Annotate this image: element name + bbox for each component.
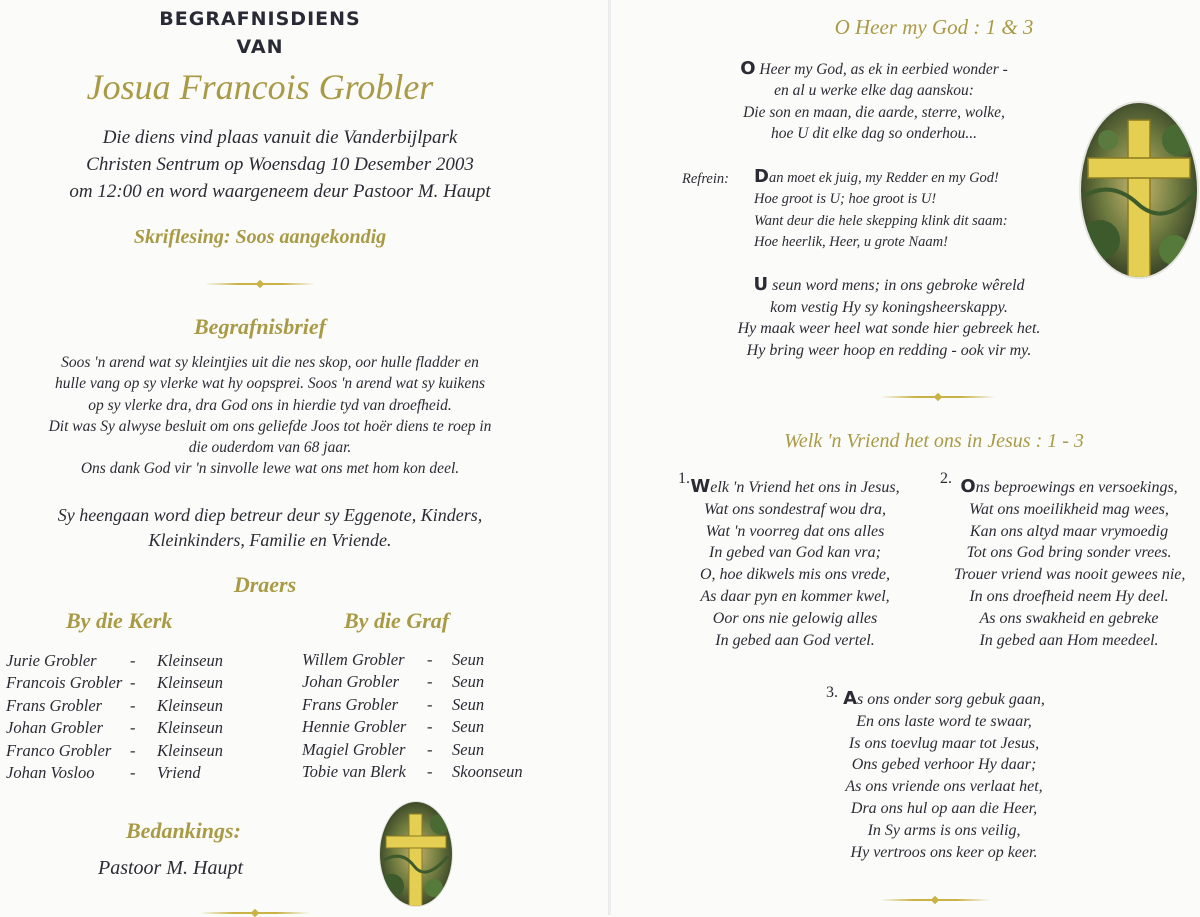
- ornament-divider: [200, 910, 310, 916]
- hymn1-title: O Heer my God : 1 & 3: [834, 15, 1034, 39]
- bearer-name: Johan Grobler: [6, 718, 104, 738]
- hymn-line: an moet ek juig, my Redder en my God!: [768, 170, 999, 186]
- bearer-dash: -: [130, 763, 136, 782]
- reading-heading: Skriflesing: Soos aangekondig: [133, 226, 387, 248]
- mourned-line: Sy heengaan word diep betreur deur sy Eggenote, Kinders,: [57, 505, 483, 525]
- bearer-relation: Kleinseun: [157, 740, 223, 760]
- ornament-divider: [880, 897, 990, 903]
- letter-line: Dit was Sy alwyse besluit om ons geliefde Joos tot hoër diens te roep in: [48, 417, 492, 435]
- ornament-divider: [205, 281, 315, 287]
- hymn-line: Is ons toevlug maar tot Jesus,: [848, 734, 1040, 752]
- bearer-name: Willem Grobler: [302, 650, 405, 669]
- cross-image: [378, 800, 454, 908]
- hymn-line: Wat ons moeilikheid mag wees,: [969, 500, 1169, 518]
- church-title: By die Kerk: [66, 608, 173, 633]
- letter-line: Ons dank God vir 'n sinvolle lewe wat ons met hom kon deel.: [80, 460, 460, 478]
- hymn-line: Hy vertroos ons keer op keer.: [850, 843, 1038, 861]
- hymn-line: Trouer vriend was nooit gewees nie,: [954, 566, 1186, 584]
- mourned-line: Kleinkinders, Familie en Vriende.: [148, 530, 392, 550]
- header-line-2: VAN: [236, 36, 284, 58]
- hymn2-verse3: [836, 688, 1052, 863]
- refrain-label: Refrein:: [682, 171, 729, 187]
- thanks-name: Pastoor M. Haupt: [98, 857, 243, 879]
- bearer-relation: Kleinseun: [157, 695, 223, 715]
- bearer-name: Jurie Grobler: [6, 651, 97, 670]
- drop-cap: W: [690, 476, 711, 497]
- hymn-line: Hy bring weer hoop en redding - ook vir my.: [746, 341, 1032, 359]
- hymn-line: As ons swakheid en gebreke: [979, 609, 1159, 627]
- right-page: [614, 0, 1200, 915]
- hymn-line: As ons vriende ons verlaat het,: [845, 778, 1043, 796]
- drop-cap: A: [843, 688, 858, 709]
- bearer-name: Franco Grobler: [6, 740, 112, 760]
- letter-line: die ouderdom van 68 jaar.: [188, 439, 352, 457]
- refrain: [754, 166, 1008, 253]
- hymn-line: Hoe groot is U; hoe groot is U!: [754, 191, 937, 208]
- hymn-line: hoe U dit elke dag so onderhou...: [771, 124, 977, 142]
- bearer-relation: Kleinseun: [157, 651, 223, 670]
- service-info: [20, 124, 540, 205]
- bearer-dash: -: [130, 673, 136, 693]
- bearer-dash: -: [130, 718, 136, 738]
- bearer-relation: Seun: [452, 650, 485, 669]
- bearers-title: Draers: [233, 572, 297, 597]
- bearer-name: Johan Grobler: [302, 672, 400, 692]
- hymn-line: Die son en maan, die aarde, sterre, wolke,: [743, 103, 1005, 121]
- bearer-dash: -: [427, 739, 433, 759]
- drop-cap: D: [754, 166, 769, 187]
- bearer-dash: -: [427, 694, 433, 714]
- hymn-line: In gebed aan Hom meedeel.: [979, 631, 1159, 649]
- hymn2-verse1: [690, 476, 900, 651]
- bearer-relation: Seun: [452, 694, 485, 714]
- hymn-line: Dra ons hul op aan die Heer,: [850, 799, 1038, 817]
- hymn-line: Ons gebed verhoor Hy daar;: [851, 756, 1037, 774]
- bearer-dash: -: [427, 650, 433, 669]
- bearer-relation: Seun: [452, 739, 485, 759]
- hymn-line: seun word mens; in ons gebroke wêreld: [768, 277, 1025, 294]
- mourned-text: [10, 503, 530, 553]
- hymn-line: As daar pyn en kommer kwel,: [700, 587, 890, 605]
- bearer-relation: Skoonseun: [452, 762, 523, 781]
- ornament-divider: [880, 394, 996, 400]
- service-line: om 12:00 en word waargeneem deur Pastoor M. Haupt: [69, 181, 491, 202]
- drop-cap: O: [960, 476, 976, 497]
- hymn-line: Wat 'n voorreg dat ons alles: [705, 522, 885, 540]
- bearer-relation: Vriend: [157, 763, 201, 782]
- hymn-line: In gebed van God kan vra;: [709, 544, 881, 562]
- letter-title: Begrafnisbrief: [194, 314, 326, 339]
- header-line-1: BEGRAFNISDIENS: [159, 8, 361, 30]
- hymn-line: En ons laste word te swaar,: [856, 712, 1032, 730]
- bearer-relation: Seun: [452, 717, 485, 737]
- drop-cap: O: [740, 58, 756, 79]
- hymn-line: en al u werke elke dag aanskou:: [774, 82, 974, 100]
- hymn2-title: Welk 'n Vriend het ons in Jesus : 1 - 3: [784, 430, 1084, 452]
- bearer-dash: -: [427, 672, 433, 692]
- hymn-line: kom vestig Hy sy koningsheerskappy.: [770, 298, 1008, 316]
- service-line: Christen Sentrum op Woensdag 10 Desember 2003: [86, 154, 474, 175]
- verse-number: 3.: [826, 684, 838, 701]
- bearer-relation: Kleinseun: [157, 718, 223, 738]
- hymn-line: O, hoe dikwels mis ons vrede,: [699, 566, 891, 584]
- bearer-name: Johan Vosloo: [6, 763, 95, 782]
- bearer-dash: -: [130, 695, 136, 715]
- cross-image: [1078, 100, 1200, 280]
- hymn-line: Kan ons altyd maar vrymoedig: [969, 522, 1169, 540]
- hymn-line: In gebed aan God vertel.: [715, 631, 875, 649]
- letter-line: op sy vlerke dra, dra God ons in hierdie tyd van droefheid.: [88, 396, 452, 414]
- drop-cap: U: [753, 274, 769, 295]
- hymn2-verse2: [954, 476, 1184, 651]
- deceased-name: Josua Francois Grobler: [86, 67, 434, 107]
- service-line: Die diens vind plaas vanuit die Vanderbijlpark: [102, 127, 458, 148]
- bearer-relation: Seun: [452, 672, 485, 692]
- hymn-line: Oor ons nie gelowig alles: [712, 609, 878, 627]
- page-fold: [608, 0, 611, 915]
- letter-line: hulle vang op sy vlerke wat hy oopsprei. Soos 'n arend wat sy kuikens: [54, 375, 486, 393]
- hymn-line: Hoe heerlik, Heer, u grote Naam!: [754, 233, 948, 250]
- bearer-name: Frans Grobler: [302, 694, 399, 714]
- bearer-name: Tobie van Blerk: [302, 762, 406, 781]
- hymn-line: Want deur die hele skepping klink dit saam:: [754, 212, 1008, 229]
- hymn-line: In ons droefheid neem Hy deel.: [969, 587, 1169, 605]
- bearer-dash: -: [427, 762, 433, 781]
- verse-number: 2.: [940, 470, 952, 487]
- bearer-dash: -: [130, 740, 136, 760]
- bearer-relation: Kleinseun: [157, 673, 223, 693]
- bearer-dash: -: [130, 651, 136, 670]
- bearer-name: Hennie Grobler: [302, 717, 407, 737]
- hymn-line: s ons onder sorg gebuk gaan,: [857, 691, 1045, 708]
- letter-line: Soos 'n arend wat sy kleintjies uit die nes skop, oor hulle fladder en: [61, 354, 479, 371]
- bearer-name: Magiel Grobler: [302, 739, 406, 759]
- hymn-line: Wat ons sondestraf wou dra,: [703, 500, 887, 518]
- bearer-name: Francois Grobler: [6, 673, 123, 693]
- hymn-line: In Sy arms is ons veilig,: [867, 821, 1021, 839]
- hymn-line: Tot ons God bring sonder vrees.: [966, 544, 1172, 562]
- hymn-line: Hy maak weer heel wat sonde hier gebreek het.: [737, 320, 1041, 337]
- bearer-name: Frans Grobler: [6, 695, 103, 715]
- hymn1-verse1: [704, 58, 1044, 144]
- grave-title: By die Graf: [344, 608, 450, 633]
- verse-number: 1.: [678, 470, 690, 487]
- thanks-title: Bedankings:: [126, 818, 241, 843]
- bearer-dash: -: [427, 717, 433, 737]
- hymn1-verse3: [709, 274, 1069, 361]
- hymn-line: ns beproewings en versoekings,: [975, 479, 1178, 496]
- letter-body: [10, 352, 530, 480]
- hymn-line: Heer my God, as ek in eerbied wonder -: [755, 61, 1008, 78]
- hymn-line: elk 'n Vriend het ons in Jesus,: [710, 479, 900, 496]
